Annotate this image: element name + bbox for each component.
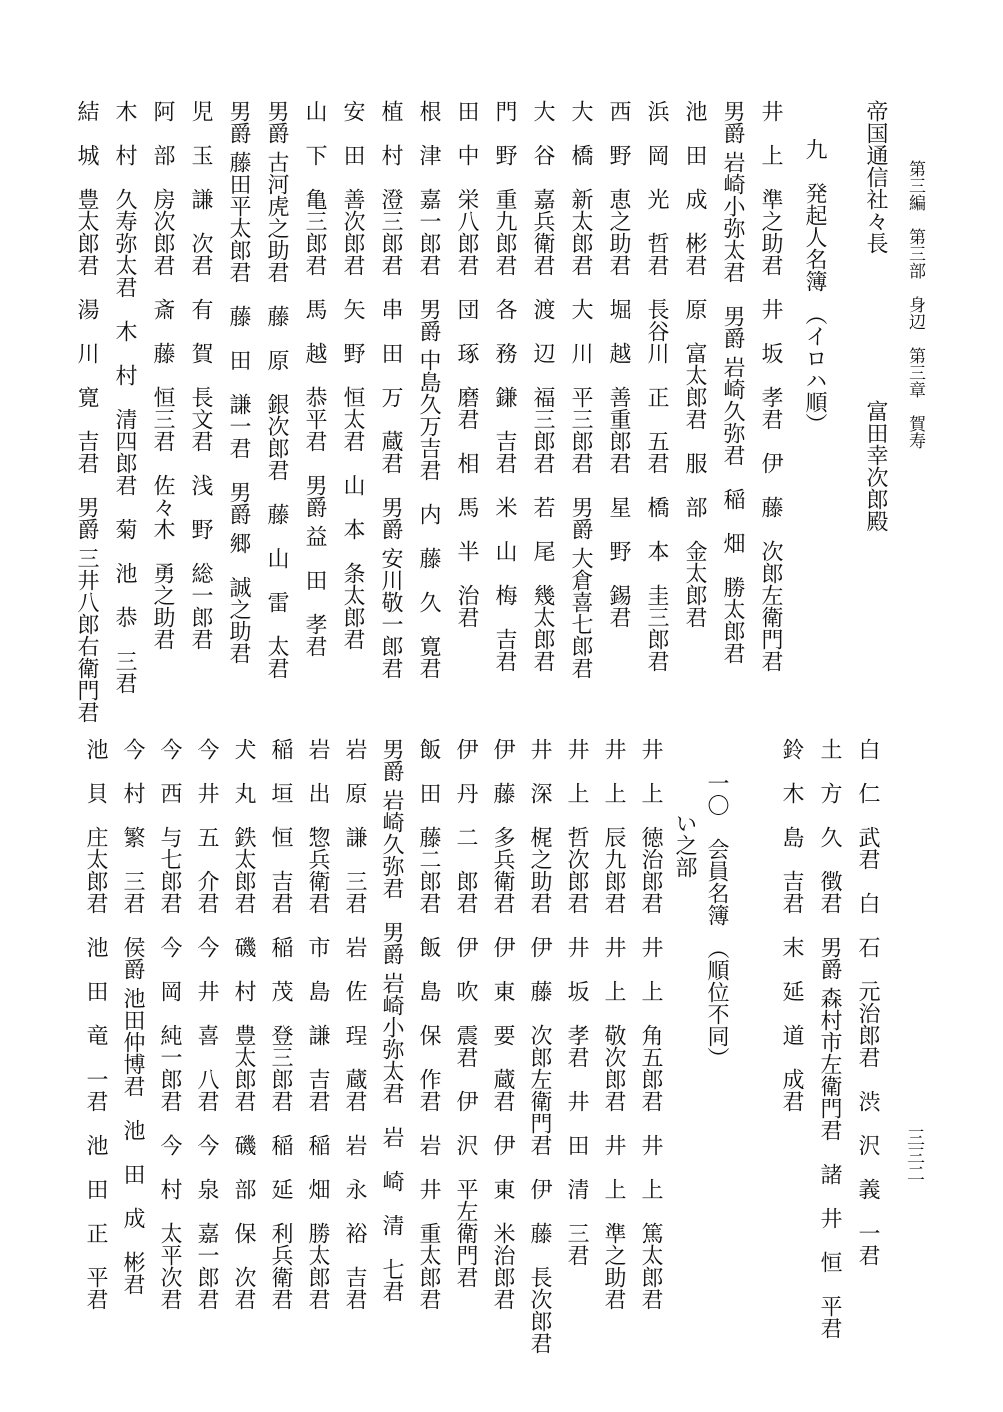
promoter-line: 児 玉 謙 次君 有 賀 長文君 浅 野 総一郎君 [188, 100, 213, 650]
dedication-title: 帝国通信社々長 [863, 100, 888, 254]
promoter-line: 西 野 恵之助君 堀 越 善重郎君 星 野 錫君 [606, 100, 631, 628]
promoter-line: 門 野 重九郎君 各 務 鎌 吉君 米 山 梅 吉君 [492, 100, 517, 672]
page-number: 三三二 [904, 1128, 925, 1182]
subsection-heading: い之部 [672, 812, 697, 878]
member-line: 伊 丹 二 郎君 伊 吹 震君 伊 沢 平左衛門君 [453, 738, 478, 1288]
promoter-line: 土 方 久 徴君 男爵 森村市左衛門君 諸 井 恒 平君 [817, 738, 842, 1339]
promoter-line: 木 村 久寿弥太君 木 村 清四郎君 菊 池 恭 三君 [112, 100, 137, 694]
promoter-line: 大 谷 嘉兵衛君 渡 辺 福三郎君 若 尾 幾太郎君 [530, 100, 555, 672]
promoter-line: 井 上 準之助君 井 坂 孝君 伊 藤 次郎左衛門君 [758, 100, 783, 672]
promoter-line: 男爵 藤田平太郎君 藤 田 謙一君 男爵 郷 誠之助君 [226, 100, 251, 664]
member-line: 犬 丸 鉄太郎君 磯 村 豊太郎君 磯 部 保 次君 [231, 738, 256, 1310]
promoter-line: 池 田 成 彬君 原 富太郎君 服 部 金太郎君 [682, 100, 707, 628]
member-line: 今 村 繁 三君 侯爵 池田仲博君 池 田 成 彬君 [120, 738, 145, 1295]
member-line: 今 西 与七郎君 今 岡 純一郎君 今 村 太平次君 [157, 738, 182, 1310]
member-line: 井 上 辰九郎君 井 上 敬次郎君 井 上 準之助君 [601, 738, 626, 1310]
promoter-line: 白 仁 武君 白 石 元治郎君 渋 沢 義 一君 [855, 738, 880, 1266]
promoter-line: 植 村 澄三郎君 串 田 万 蔵君 男爵 安川敬一郎君 [378, 100, 403, 679]
promoter-line: 結 城 豊太郎君 湯 川 寛 吉君 男爵 三井八郎右衛門君 [74, 100, 99, 723]
promoter-line: 根 津 嘉一郎君 男爵 中島久万吉君 内 藤 久 寛君 [416, 100, 441, 679]
member-line: 井 上 哲次郎君 井 坂 孝君 井 田 清 三君 [564, 738, 589, 1266]
member-line: 井 深 梶之助君 伊 藤 次郎左衛門君 伊 藤 長次郎君 [527, 738, 552, 1354]
member-line: 飯 田 藤二郎君 飯 島 保 作君 岩 井 重太郎君 [416, 738, 441, 1310]
promoter-line: 田 中 栄八郎君 団 琢 磨君 相 馬 半 治君 [454, 100, 479, 628]
member-line: 井 上 徳治郎君 井 上 角五郎君 井 上 篤太郎君 [638, 738, 663, 1310]
promoter-line: 男爵 岩崎小弥太君 男爵 岩崎久弥君 稲 畑 勝太郎君 [720, 100, 745, 664]
member-line: 男爵 岩崎久弥君 男爵 岩崎小弥太君 岩 崎 清 七君 [379, 738, 404, 1302]
member-line: 伊 藤 多兵衛君 伊 東 要 蔵君 伊 東 米治郎君 [490, 738, 515, 1310]
recipient-name: 富田幸次郎殿 [863, 400, 888, 532]
promoter-line: 大 橋 新太郎君 大 川 平三郎君 男爵 大倉喜七郎君 [568, 100, 593, 679]
member-line: 岩 原 謙 三君 岩 佐 珵 蔵君 岩 永 裕 吉君 [342, 738, 367, 1310]
member-line: 稲 垣 恒 吉君 稲 茂 登三郎君 稲 延 利兵衛君 [268, 738, 293, 1310]
member-line: 池 貝 庄太郎君 池 田 竜 一君 池 田 正 平君 [83, 738, 108, 1310]
promoter-line: 山 下 亀三郎君 馬 越 恭平君 男爵 益 田 孝君 [302, 100, 327, 657]
promoter-line: 男爵 古河虎之助君 藤 原 銀次郎君 藤 山 雷 太君 [264, 100, 289, 679]
section-heading-promoters: 九 発起人名簿 （イロハ順） [802, 138, 827, 435]
promoter-line: 阿 部 房次郎君 斎 藤 恒三君 佐々木 勇之助君 [150, 100, 175, 650]
member-line: 岩 出 惣兵衛君 市 島 謙 吉君 稲 畑 勝太郎君 [305, 738, 330, 1310]
section-heading-members: 一〇 会員名簿 （順位不同） [704, 772, 729, 1069]
promoter-line: 鈴 木 島 吉君 末 延 道 成君 [779, 738, 804, 1112]
promoter-line: 安 田 善次郎君 矢 野 恒太君 山 本 条太郎君 [340, 100, 365, 650]
member-line: 今 井 五 介君 今 井 喜 八君 今 泉 嘉一郎君 [194, 738, 219, 1310]
running-head: 第三編 第三部 身辺 第三章 賀寿 [905, 160, 925, 449]
promoter-line: 浜 岡 光 哲君 長谷川 正 五君 橋 本 圭三郎君 [644, 100, 669, 672]
